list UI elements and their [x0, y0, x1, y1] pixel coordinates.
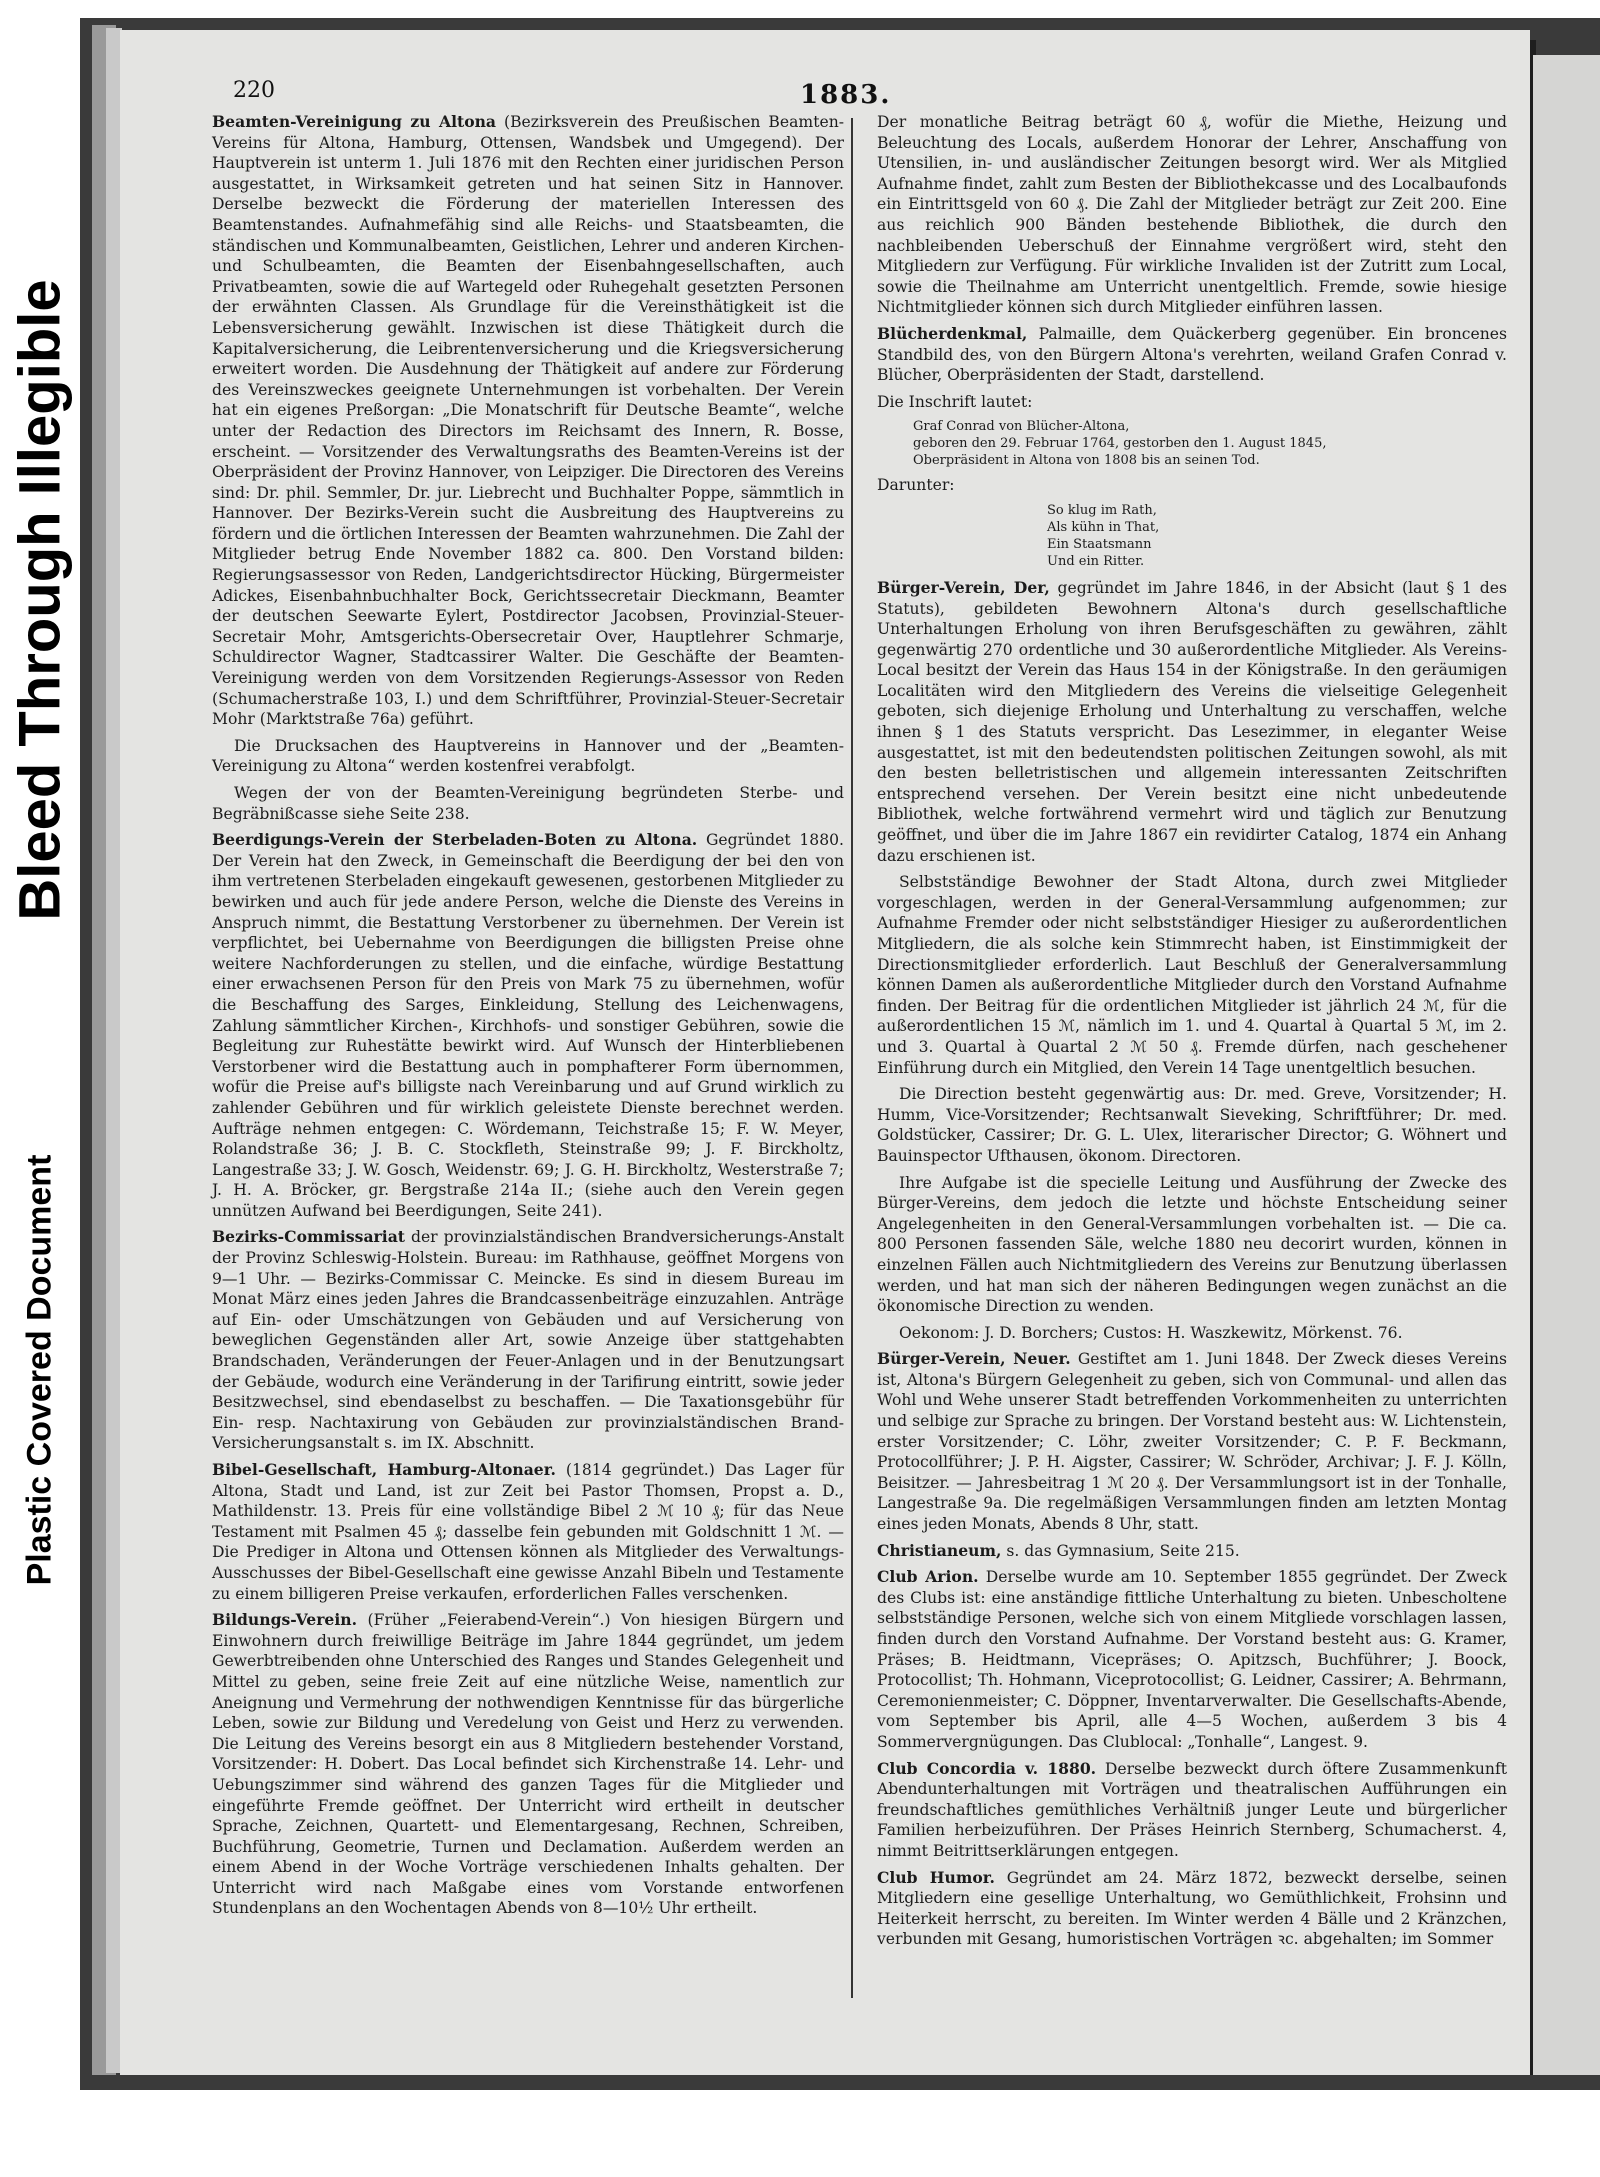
entry-title: Bibel-Gesellschaft, Hamburg-Altonaer. [212, 1460, 556, 1479]
entry-text: Gegründet am 24. März 1872, bezweckt derselbe, seinen Mitgliedern eine gesellige Unterhaltung, wo Gemüthlichkeit, Frohsinn und Heiterkeit herrscht, zu bereiten. Im Winter werden 4 Bälle und 2 Kränzchen, verbunden mit Gesang, humoristischen Vorträgen ꝛc. abgehalten; im Sommer [877, 1868, 1507, 1949]
entry-paragraph [212, 1460, 844, 1604]
entry-title: Beerdigungs-Verein der Sterbeladen-Boten zu Altona. [212, 830, 698, 850]
poem-block [1047, 502, 1507, 570]
entry-text: Die Drucksachen des Hauptvereins in Hannover und der „Beamten-Vereinigung zu Altona“ werden kostenfrei verabfolgt. [212, 736, 844, 776]
poem-line: Als kühn in That, [1047, 519, 1160, 535]
entry-paragraph [877, 1323, 1507, 1344]
entry-text: s. das Gymnasium, Seite 215. [1001, 1541, 1240, 1560]
inscription-line: geboren den 29. Februar 1764, gestorben den 1. August 1845, [913, 436, 1327, 452]
right-column-top-entries [877, 112, 1507, 386]
entry-text: Oekonom: J. D. Borchers; Custos: H. Waszkewitz, Mörkenst. 76. [899, 1323, 1403, 1342]
running-header-year: 1883. [800, 80, 892, 110]
entry-paragraph [212, 830, 844, 1221]
entry-title: Blücherdenkmal, [877, 323, 1028, 343]
left-column [212, 112, 844, 1925]
entry-paragraph [877, 578, 1507, 866]
column-divider [851, 118, 853, 1998]
poem-line: Und ein Ritter. [1047, 553, 1145, 569]
entry-paragraph [877, 1868, 1507, 1950]
entry-title: Beamten-Vereinigung zu Altona [212, 112, 497, 131]
entry-text: (Früher „Feierabend-Verein“.) Von hiesigen Bürgern und Einwohnern durch freiwillige Beiträge im Jahre 1844 gegründet, um jedem Gewerbtreibenden ohne Unterschied des Ranges und Standes Gelegenheit und Mittel zu geben, seine freie Zeit auf eine nützliche Weise, namentlich zur Aneignung und Vermehrung der nothwendigen Kenntnisse für das bürgerliche Leben, sowie zur Bildung und Veredelung von Geist und Herz zu verwenden. Die Leitung des Vereins besorgt ein aus 8 Mitgliedern bestehender Vorstand, Vorsitzender: H. Dobert. Das Local befindet sich Kirchenstraße 14. Lehr- und Uebungszimmer sind während des ganzen Tages für die Mitglieder und eingeführte Fremde geöffnet. Der Unterricht wird ertheilt in deutscher Sprache, Zeichnen, Quartett- und Elementargesang, Rechnen, Schreiben, Buchführung, Geometrie, Turnen und Declamation. Außerdem werden an einem Abend in der Woche Vorträge verschiedenen Inhalts gehalten. Der Unterricht wird nach Maßgabe eines vom Vorstande entworfenen Stundenplans an den Wochentagen Abends von 8—10½ Uhr ertheilt. [212, 1611, 844, 1918]
entry-paragraph [877, 1541, 1507, 1562]
entry-title: Club Arion. [877, 1567, 979, 1587]
entry-text: (Bezirksverein des Preußischen Beamten-Vereins für Altona, Hamburg, Ottensen, Wandsbek und Umgegend). Der Hauptverein ist unterm 1. Juli 1876 mit den Rechten einer juridischen Person ausgestattet, in Wirksamkeit getreten und hat seinen Sitz in Hannover. Derselbe bezweckt die Förderung der materiellen Interessen des Beamtenstandes. Aufnahmefähig sind alle Reichs- und Staatsbeamten, die ständischen und Kommunalbeamten, Geistlichen, Lehrer und anderen Kirchen- und Schulbeamten, die Beamten der Eisenbahngesellschaften, auch Privatbeamten, sowie die auf Wartegeld oder Ruhegehalt gesetzten Personen der erwähnten Classen. Als Grundlage für die Vereinsthätigkeit ist die Lebensversicherung gewählt. Inzwischen ist diese Thätigkeit durch die Kapitalversicherung, die Leibrentenversicherung und die Kriegsversicherung erweitert worden. Die Ausdehnung der Thätigkeit auf andere zur Förderung des Vereinszweckes geeignete Unternehmungen ist vorbehalten. Der Verein hat ein eigenes Preßorgan: „Die Monatschrift für Deutsche Beamte“, welche unter der Redaction des Directors im Reichsamt des Innern, R. Bosse, erscheint. — Vorsitzender des Verwaltungsraths des Beamten-Vereins ist der Oberpräsident der Provinz Hannover, von Leipziger. Die Directoren des Vereins sind: Dr. phil. Semmler, Dr. jur. Liebrecht und Buchhalter Poppe, sämmtlich in Hannover. Der Bezirks-Verein sucht die Ausbreitung des Hauptvereins zu fördern und die örtlichen Interessen der Beamten wahrzunehmen. Die Zahl der Mitglieder betrug Ende November 1882 ca. 800. Den Vorstand bilden: Regierungsassessor von Reden, Landgerichtsdirector Hücking, Bürgermeister Adickes, Eisenbahnbuchhalter Bock, Gerichtssecretair Dieckmann, Beamter der deutschen Seewarte Eylert, Postdirector Jacobsen, Provinzial-Steuer-Secretair Mohr, Amtsgerichts-Obersecretair Over, Hauptlehrer Schmarje, Schuldirector Wagner, Stadtcassirer Walter. Die Geschäfte der Beamten-Vereinigung werden von dem Vorsitzenden Regierungs-Assessor von Reden (Schumacherstraße 103, I.) und dem Schriftführer, Provinzial-Steuer-Secretair Mohr (Marktstraße 76a) geführt. [212, 113, 845, 729]
entry-paragraph [877, 1084, 1507, 1166]
entry-title: Bürger-Verein, Neuer. [877, 1349, 1071, 1369]
facing-page-edge [1533, 55, 1600, 2075]
entry-title: Bezirks-Commissariat [212, 1227, 405, 1247]
entry-title: Club Concordia v. 1880. [877, 1758, 1097, 1778]
inscription-block [913, 418, 1507, 469]
entry-text: Gegründet 1880. Der Verein hat den Zweck, in Gemeinschaft die Beerdigung der bei den von ihm vertretenen Sterbeladen eingekauft gewesenen, gestorbenen Mitglieder zu bewirken und auch für jede andere Person, welche die Dienste des Vereins in Anspruch nimmt, die Bestattung Verstorbener zu übernehmen. Der Verein ist verpflichtet, bei Uebernahme von Beerdigungen die billigsten Preise ohne weitere Nachforderungen zu stellen, und die einfache, würdige Bestattung einer erwachsenen Person für den Preis von Mark 75 zu übernehmen, wofür die Beschaffung des Sarges, Einkleidung, Stellung des Leichenwagens, Zahlung sämmtlicher Kirchen-, Kirchhofs- und sonstiger Gebühren, sowie die Begleitung zur Ruhestätte bewirkt wird. Auf Wunsch der Hinterbliebenen Verstorbener wird die Bestattung auch in pomphafterer Form übernommen, wofür die Preise auf's billigste nach Vereinbarung und auf Grund wirklich zu zahlender Gebühren und für wirklich geleistete Dienste berechnet werden. Aufträge nehmen entgegen: C. Wördemann, Teichstraße 15; F. W. Meyer, Rolandstraße 36; J. B. C. Stockfleth, Steinstraße 99; J. F. Birckholtz, Langestraße 33; J. W. Gosch, Weidenstr. 69; J. G. H. Birckholtz, Westerstraße 7; J. H. A. Bröcker, gr. Bergstraße 214a II.; (siehe auch den Verein gegen unnützen Aufwand bei Beerdigungen, Seite 241). [212, 831, 844, 1220]
entry-paragraph [877, 872, 1507, 1078]
entry-paragraph [877, 112, 1507, 318]
right-column [877, 112, 1507, 1956]
entry-paragraph [212, 1610, 844, 1919]
entry-paragraph [877, 1173, 1507, 1317]
entry-paragraph [212, 1227, 844, 1454]
entry-paragraph [877, 1567, 1507, 1752]
entry-text: Wegen der von der Beamten-Vereinigung begründeten Sterbe- und Begräbnißcasse siehe Seite 238. [212, 784, 844, 823]
entry-text: gegründet im Jahre 1846, in der Absicht (laut § 1 des Statuts), gebildeten Bewohnern Altona's durch gesellschaftliche Unterhaltungen Erholung von ihren Berufsgeschäften zu gewähren, zählt gegenwärtig 270 ordentliche und 30 außerordentliche Mitglieder. Als Vereins-Local besitzt der Verein das Haus 154 in der Königstraße. In den geräumigen Localitäten wird den Mitgliedern des Vereins die vielseitige Gelegenheit geboten, sich diejenige Erholung und Unterhaltung zu verschaffen, welche ihnen § 1 des Statuts verspricht. Das Lesezimmer, in eleganter Weise ausgestattet, ist mit den bedeutendsten politischen Zeitungen sowohl, als mit den besten belletristischen und allgemein interessanten Zeitschriften entsprechend versehen. Der Verein besitzt eine nicht unbedeutende Bibliothek, welche fortwährend vermehrt wird und täglich zur Benutzung geöffnet, und über die im Jahre 1867 ein revidirter Catalog, 1874 ein Anhang dazu erschienen ist. [877, 578, 1507, 865]
entry-text: Palmaille, dem Quäckerberg gegenüber. Ein broncenes Standbild des, von den Bürgern Altona's verehrten, weiland Grafen Conrad v. Blücher, Oberpräsidenten der Stadt, darstellend. [877, 324, 1507, 385]
below-label: Darunter: [877, 476, 955, 495]
entry-title: Christianeum, [877, 1540, 1002, 1560]
label-plastic-covered: Plastic Covered Document [20, 1154, 59, 1586]
poem-line: So klug im Rath, [1047, 502, 1157, 518]
entry-text: Selbstständige Bewohner der Stadt Altona, durch zwei Mitglieder vorgeschlagen, werden in der General-Versammlung aufgenommen; zur Aufnahme Fremder oder nicht selbstständiger Hiesiger zu außerordentlichen Mitgliedern, die als solche kein Stimmrecht haben, ist Einstimmigkeit der Directionsmitglieder erforderlich. Laut Beschluß der Generalversammlung können Damen als außerordentliche Mitglieder durch den Vorstand Aufnahme finden. Der Beitrag für die ordentlichen Mitglieder ist jährlich 24 ℳ, für die außerordentlichen 15 ℳ, nämlich im 1. und 4. Quartal à Quartal 5 ℳ, im 2. und 3. Quartal à Quartal 2 ℳ 50 ₰. Fremde dürfen, nach geschehener Einführung durch ein Mitglied, den Verein 14 Tage unentgeltlich besuchen. [877, 873, 1507, 1077]
entry-text: Ihre Aufgabe ist die specielle Leitung und Ausführung der Zwecke des Bürger-Vereins, dem jedoch die letzte und höchste Entscheidung seiner Angelegenheiten in den General-Versammlungen vorbehalten ist. — Die ca. 800 Personen fassenden Säle, welche 1880 neu decorirt wurden, können in einzelnen Fällen auch Nichtmitgliedern des Vereins zur Benutzung überlassen werden, und hat man sich der näheren Bedingungen wegen zunächst an die ökonomische Direction zu wenden. [877, 1173, 1507, 1316]
entry-paragraph [212, 736, 844, 777]
scan-warning-label [0, 0, 80, 1650]
entry-paragraph [212, 112, 844, 730]
entry-text: der provinzialständischen Brandversicherungs-Anstalt der Provinz Schleswig-Holstein. Bureau: im Rathhause, geöffnet Morgens von 9—1 Uhr. — Bezirks-Commissar C. Meincke. Es sind in diesem Bureau im Monat März eines jeden Jahres die Brandcassenbeiträge einzuzahlen. Anträge auf Ein- oder Umschätzungen von Gebäuden und auf Versicherung von beweglichen Gegenständen aller Art, sowie Anzeige über stattgehabten Brandschaden, Veränderungen der Feuer-Anlagen und in der Benutzungsart der Gebäude, wodurch eine Veränderung in der Tarifirung eintritt, sowie jeder Besitzwechsel, sind ebendaselbst zu beschaffen. — Die Taxationsgebühr für Ein- resp. Nachtaxirung von Gebäuden zur provinzialständischen Brand-Versicherungsanstalt s. im IX. Abschnitt. [212, 1228, 844, 1453]
entry-paragraph [877, 1349, 1507, 1534]
inscription-line: Oberpräsident in Altona von 1808 bis an seinen Tod. [913, 453, 1260, 469]
entry-text: Die Direction besteht gegenwärtig aus: Dr. med. Greve, Vorsitzender; H. Humm, Vice-Vorsitzender; Rechtsanwalt Sieveking, Schriftführer; Dr. med. Goldstücker, Cassirer; Dr. G. L. Ulex, literarischer Director; G. Wöhnert und Bauinspector Ufthausen, ökonom. Directoren. [877, 1085, 1507, 1165]
entry-text: Derselbe bezweckt durch öftere Zusammenkunft Abendunterhaltungen mit Vorträgen und theatralischen Aufführungen ein freundschaftliches gemüthliches Verhältniß junger Leute und bürgerlicher Familien herbeizuführen. Der Präses Heinrich Sternberg, Schumacherst. 4, nimmt Beitrittserklärungen entgegen. [877, 1759, 1507, 1860]
entry-paragraph [877, 1759, 1507, 1862]
poem-line: Ein Staatsmann [1047, 536, 1152, 552]
entry-text: Gestiftet am 1. Juni 1848. Der Zweck dieses Vereins ist, Altona's Bürgern Gelegenheit zu geben, sich von Communal- und allen das Wohl und Wehe unserer Stadt betreffenden Vorkommenheiten zu unterrichten und selbige zur Sprache zu bringen. Der Vorstand besteht aus: W. Lichtenstein, erster Vorsitzender; C. Löhr, zweiter Vorsitzender; C. P. F. Beckmann, Protocollführer; J. P. H. Aigster, Cassirer; W. Schröder, Archivar; J. F. J. Kölln, Beisitzer. — Jahresbeitrag 1 ℳ 20 ₰. Der Versammlungsort ist in der Tonhalle, Langestraße 9a. Die regelmäßigen Versammlungen finden am letzten Montag eines jeden Monats, Abends 8 Uhr, statt. [877, 1350, 1507, 1534]
entry-paragraph [877, 324, 1507, 386]
entry-paragraph [212, 783, 844, 824]
entry-text: Der monatliche Beitrag beträgt 60 ₰, wofür die Miethe, Heizung und Beleuchtung des Locals, außerdem Honorar der Lehrer, Anschaffung von Utensilien, in- und ausländischer Zeitungen besorgt wird. Wer als Mitglied Aufnahme findet, zahlt zum Besten der Bibliothekcasse und des Localbaufonds ein Eintrittsgeld von 60 ₰. Die Zahl der Mitglieder beträgt zur Zeit 200. Eine aus reichlich 900 Bänden bestehende Bibliothek, die durch den nachbleibenden Ueberschuß der Einnahme vergrößert wird, steht den Mitgliedern zur Verfügung. Für wirkliche Invaliden ist der Zutritt zum Local, sowie die Theilnahme am Unterricht unentgeltlich. Fremde, sowie hiesige Nichtmitglieder können sich durch Mitglieder einführen lassen. [877, 113, 1507, 317]
entry-title: Club Humor. [877, 1867, 995, 1887]
label-bleed-through: Bleed Through Illegible [7, 279, 73, 921]
right-column-bottom-entries [877, 578, 1507, 1950]
page-number: 220 [233, 78, 275, 103]
entry-title: Bürger-Verein, Der, [877, 577, 1050, 597]
inscription-line: Graf Conrad von Blücher-Altona, [913, 419, 1130, 435]
entry-title: Bildungs-Verein. [212, 1610, 358, 1630]
inscription-label: Die Inschrift lautet: [877, 392, 1033, 411]
entry-text: (1814 gegründet.) Das Lager für Altona, Stadt und Land, ist zur Zeit bei Pastor Thomsen, Propst a. D., Mathildenstr. 13. Preis für eine vollständige Bibel 2 ℳ 10 ₰; für das Neue Testament mit Psalmen 45 ₰; dasselbe fein gebunden mit Goldschnitt 1 ℳ. — Die Prediger in Altona und Ottensen können als Mitglieder des Verwaltungs-Ausschusses der Bibel-Gesellschaft eine gewisse Anzahl Bibeln und Testamente zu einem billigeren Preise verkaufen, erforderlichen Falles verschenken. [212, 1461, 844, 1603]
entry-text: Derselbe wurde am 10. September 1855 gegründet. Der Zweck des Clubs ist: eine anständige fittliche Unterhaltung zu bieten. Unbescholtene selbstständige Personen, welche sich von einem Mitgliede vorschlagen lassen, finden durch den Vorstand Aufnahme. Der Vorstand besteht aus: G. Kramer, Präses; B. Heidtmann, Vicepräses; O. Apitzsch, Buchführer; J. Boock, Protocollist; Th. Hohmann, Viceprotocollist; G. Leidner, Cassirer; A. Behrmann, Ceremonienmeister; C. Döppner, Inventarverwalter. Die Gesellschafts-Abende, vom September bis April, alle 4—5 Wochen, außerdem 3 bis 4 Sommervergnügungen. Das Clublocal: „Tonhalle“, Langest. 9. [877, 1568, 1507, 1751]
